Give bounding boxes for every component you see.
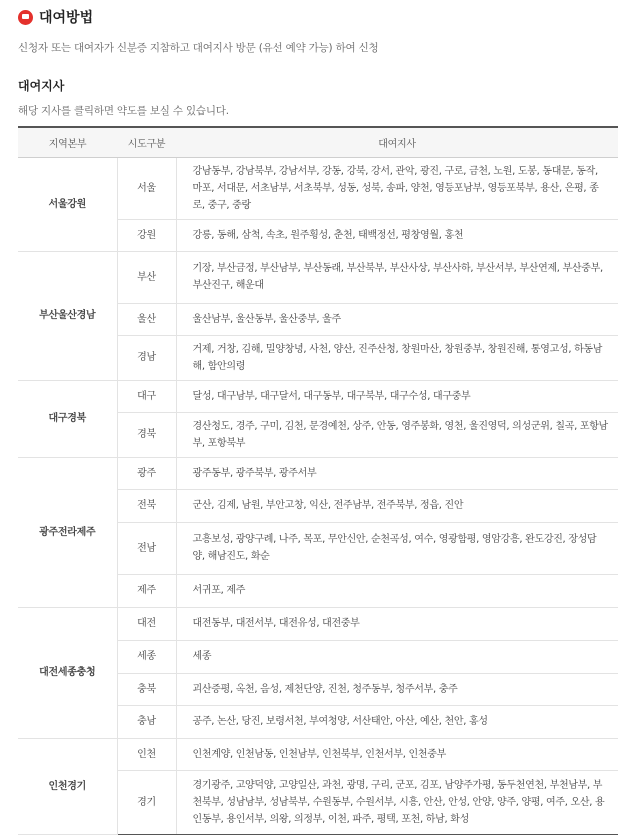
sido-cell: 충남 bbox=[117, 705, 176, 738]
branch-list-cell[interactable]: 공주, 논산, 당진, 보령서천, 부여청양, 서산태안, 아산, 예산, 천안, 홍성 bbox=[176, 705, 618, 738]
branch-section-title: 대여지사 bbox=[18, 79, 65, 93]
region-headquarters-cell: 인천경기 bbox=[18, 738, 117, 834]
branch-list-cell[interactable]: 세종 bbox=[176, 640, 618, 673]
sido-cell: 전남 bbox=[117, 522, 176, 574]
branch-list-cell[interactable]: 괴산증평, 옥천, 음성, 제천단양, 진천, 청주동부, 청주서부, 충주 bbox=[176, 673, 618, 705]
location-pin-icon bbox=[18, 10, 33, 25]
branch-list-cell[interactable]: 군산, 김제, 남원, 부안고창, 익산, 전주남부, 전주북부, 정읍, 진안 bbox=[176, 489, 618, 522]
table-header-row bbox=[18, 127, 618, 157]
branch-list-cell[interactable]: 거제, 거창, 김해, 밀양창녕, 사천, 양산, 진주산청, 창원마산, 창원중부, 창원진해, 통영고성, 하동남해, 함안의령 bbox=[176, 335, 618, 380]
sido-cell: 경남 bbox=[117, 335, 176, 380]
region-headquarters-cell: 부산울산경남 bbox=[18, 251, 117, 380]
branch-section-note: 해당 지사를 클릭하면 약도를 보실 수 있습니다. bbox=[18, 105, 229, 117]
branch-list-cell[interactable]: 기장, 부산금정, 부산남부, 부산동래, 부산북부, 부산사상, 부산사하, 부산서부, 부산연제, 부산중부, 부산진구, 해운대 bbox=[176, 251, 618, 303]
branch-table-body bbox=[18, 157, 618, 834]
region-headquarters-cell: 대전세종충청 bbox=[18, 607, 117, 738]
sido-cell: 강원 bbox=[117, 219, 176, 251]
region-headquarters-cell: 대구경북 bbox=[18, 380, 117, 457]
branch-list-cell[interactable]: 인천계양, 인천남동, 인천남부, 인천북부, 인천서부, 인천중부 bbox=[176, 738, 618, 770]
sido-cell: 대구 bbox=[117, 380, 176, 412]
region-headquarters-cell: 광주전라제주 bbox=[18, 457, 117, 607]
branch-list-cell[interactable]: 경기광주, 고양덕양, 고양일산, 과천, 광명, 구리, 군포, 김포, 남양주가평, 동두천연천, 부천남부, 부천북부, 성남남부, 성남북부, 수원동부, 수원서부, 시흥, 안산, 안성, 안양, 양주, 양평, 여주, 오산, 용인동부, 용인서부, 의왕, 의정부, 이천, 파주, 평택, 포천, 하남, 화성 bbox=[176, 770, 618, 834]
sido-cell: 충북 bbox=[117, 673, 176, 705]
sido-cell: 제주 bbox=[117, 574, 176, 607]
sido-cell: 전북 bbox=[117, 489, 176, 522]
branch-list-cell[interactable]: 울산남부, 울산동부, 울산중부, 울주 bbox=[176, 303, 618, 335]
sido-cell: 인천 bbox=[117, 738, 176, 770]
branch-list-cell[interactable]: 대전동부, 대전서부, 대전유성, 대전중부 bbox=[176, 607, 618, 640]
branch-list-cell[interactable]: 고흥보성, 광양구례, 나주, 목포, 무안신안, 순천곡성, 여수, 영광함평, 영암강흥, 완도강진, 장성담양, 해남진도, 화순 bbox=[176, 522, 618, 574]
sido-cell: 서울 bbox=[117, 157, 176, 219]
branch-list-cell[interactable]: 강남동부, 강남북부, 강남서부, 강동, 강북, 강서, 관악, 광진, 구로, 금천, 노원, 도봉, 동대문, 동작, 마포, 서대문, 서초남부, 서초북부, 성동, 성북, 송파, 양천, 영등포남부, 영등포북부, 용산, 은평, 종로, 중구, 중랑 bbox=[176, 157, 618, 219]
branch-list-cell[interactable]: 경산청도, 경주, 구미, 김천, 문경예천, 상주, 안동, 영주봉화, 영천, 울진영덕, 의성군위, 칠곡, 포항남부, 포항북부 bbox=[176, 412, 618, 457]
branch-list-cell[interactable]: 강릉, 동해, 삼척, 속초, 원주횡성, 춘천, 태백정선, 평창영월, 홍천 bbox=[176, 219, 618, 251]
rental-method-description: 신청자 또는 대여자가 신분증 지참하고 대여지사 방문 (유선 예약 가능) 하여 신청 bbox=[18, 42, 379, 54]
sido-cell: 대전 bbox=[117, 607, 176, 640]
table-row bbox=[18, 457, 618, 489]
sido-cell: 세종 bbox=[117, 640, 176, 673]
section-title-text: 대여방법 bbox=[39, 10, 94, 26]
branch-list-cell[interactable]: 달성, 대구남부, 대구달서, 대구동부, 대구북부, 대구수성, 대구중부 bbox=[176, 380, 618, 412]
sido-cell: 울산 bbox=[117, 303, 176, 335]
table-row bbox=[18, 157, 618, 219]
sido-cell: 광주 bbox=[117, 457, 176, 489]
sido-cell: 부산 bbox=[117, 251, 176, 303]
branch-list-cell[interactable]: 광주동부, 광주북부, 광주서부 bbox=[176, 457, 618, 489]
column-header-region: 지역본부 bbox=[18, 127, 117, 157]
region-headquarters-cell: 서울강원 bbox=[18, 157, 117, 251]
column-header-sido: 시도구분 bbox=[117, 127, 176, 157]
table-row bbox=[18, 380, 618, 412]
sido-cell: 경북 bbox=[117, 412, 176, 457]
table-row bbox=[18, 607, 618, 640]
branch-table bbox=[18, 126, 618, 835]
table-row bbox=[18, 251, 618, 303]
section-title bbox=[18, 6, 93, 28]
table-row bbox=[18, 738, 618, 770]
column-header-branches: 대여지사 bbox=[176, 127, 618, 157]
branch-list-cell[interactable]: 서귀포, 제주 bbox=[176, 574, 618, 607]
sido-cell: 경기 bbox=[117, 770, 176, 834]
